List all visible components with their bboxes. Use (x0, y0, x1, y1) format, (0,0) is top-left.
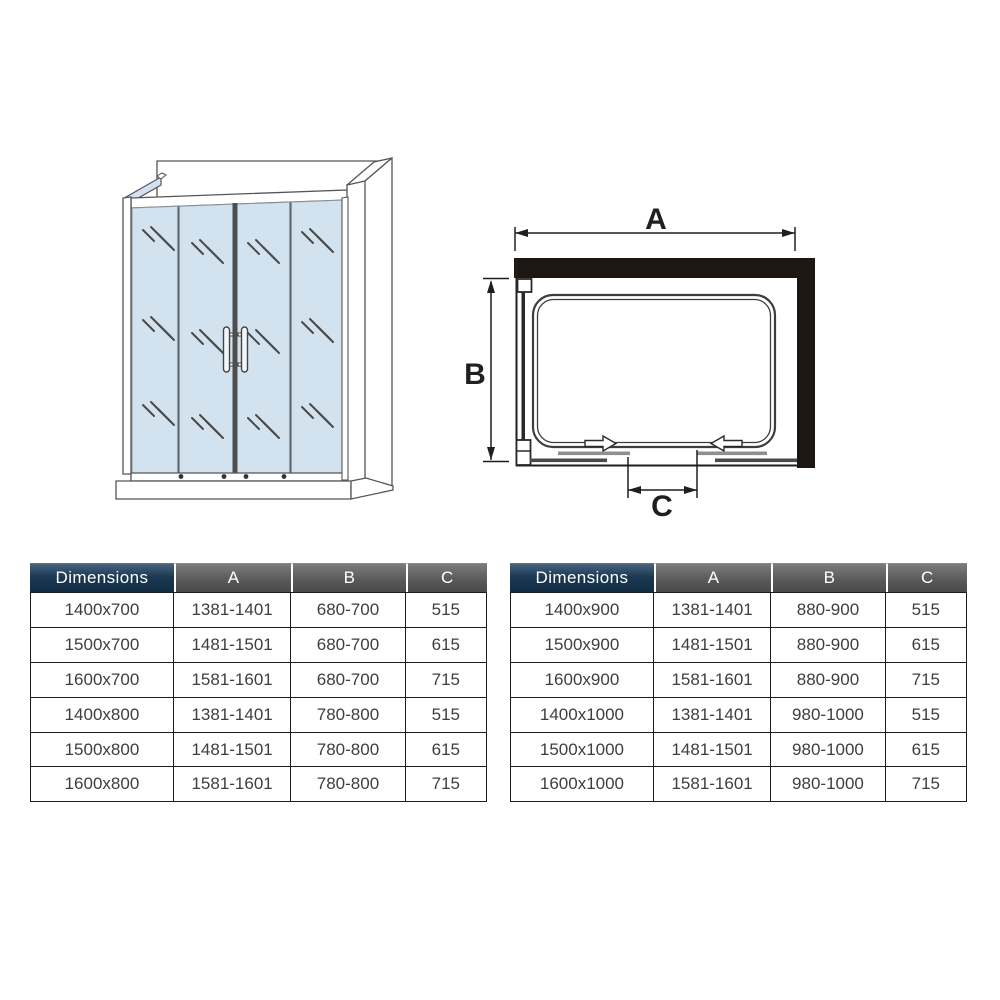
value-cell: 780-800 (291, 698, 405, 733)
value-cell: 980-1000 (771, 767, 885, 802)
right-wall (797, 258, 815, 468)
center-door-divider (233, 203, 238, 473)
table-row (510, 592, 967, 628)
wall-bracket-top (518, 279, 532, 292)
value-cell: 715 (886, 663, 967, 698)
size-cell: 1600x900 (510, 663, 654, 698)
sliding-door-panels (530, 452, 797, 463)
value-cell: 1381-1401 (654, 592, 771, 628)
value-cell: 1581-1601 (654, 663, 771, 698)
label-c: C (651, 490, 673, 523)
size-table-700-800 (30, 563, 487, 802)
table-row (510, 628, 967, 663)
value-cell: 515 (406, 592, 487, 628)
value-cell: 515 (886, 698, 967, 733)
table-row (510, 733, 967, 768)
arrowhead-a-right (782, 229, 795, 237)
value-cell: 780-800 (291, 767, 405, 802)
arrowhead-c-right (684, 486, 697, 494)
table-row (510, 663, 967, 698)
value-cell: 880-900 (771, 663, 885, 698)
value-cell: 615 (886, 733, 967, 768)
size-cell: 1600x700 (30, 663, 174, 698)
table-row (30, 663, 487, 698)
value-cell: 1381-1401 (654, 698, 771, 733)
value-cell: 880-900 (771, 628, 885, 663)
table-row (30, 592, 487, 628)
value-cell: 615 (406, 628, 487, 663)
value-cell: 680-700 (291, 663, 405, 698)
column-header-b: B (771, 563, 885, 592)
value-cell: 980-1000 (771, 733, 885, 768)
column-header-dimensions: Dimensions (30, 563, 174, 592)
slide-arrow-right (585, 436, 616, 451)
size-cell: 1500x1000 (510, 733, 654, 768)
value-cell: 1381-1401 (174, 592, 291, 628)
size-cell: 1600x800 (30, 767, 174, 802)
bottom-rail (131, 473, 347, 481)
column-header-c: C (886, 563, 967, 592)
value-cell: 515 (406, 698, 487, 733)
value-cell: 1481-1501 (654, 628, 771, 663)
value-cell: 680-700 (291, 592, 405, 628)
fixed-panel-glass (522, 290, 526, 442)
value-cell: 615 (406, 733, 487, 768)
value-cell: 1481-1501 (174, 733, 291, 768)
table-row (30, 767, 487, 802)
value-cell: 780-800 (291, 733, 405, 768)
value-cell: 680-700 (291, 628, 405, 663)
size-cell: 1500x900 (510, 628, 654, 663)
table-row (30, 698, 487, 733)
value-cell: 1481-1501 (174, 628, 291, 663)
arrowhead-c-left (628, 486, 641, 494)
column-header-dimensions: Dimensions (510, 563, 654, 592)
value-cell: 715 (886, 767, 967, 802)
dimensions-table-right (510, 563, 967, 802)
size-cell: 1500x700 (30, 628, 174, 663)
size-cell: 1500x800 (30, 733, 174, 768)
size-cell: 1400x800 (30, 698, 174, 733)
table-row (510, 767, 967, 802)
label-a: A (645, 203, 667, 236)
base-tray-front (116, 481, 351, 499)
size-table-900-1000 (510, 563, 967, 802)
label-b: B (464, 358, 486, 391)
value-cell: 1581-1601 (174, 663, 291, 698)
plan-view-diagram (455, 190, 870, 525)
dimension-b (483, 279, 509, 462)
arrowhead-b-bottom (487, 447, 495, 460)
arrowhead-b-top (487, 280, 495, 293)
right-wall (365, 158, 392, 489)
front-view-drawing (90, 140, 420, 520)
value-cell: 1581-1601 (654, 767, 771, 802)
size-cell: 1400x900 (510, 592, 654, 628)
table-row (510, 698, 967, 733)
size-cell: 1600x1000 (510, 767, 654, 802)
value-cell: 715 (406, 663, 487, 698)
table-row (30, 628, 487, 663)
value-cell: 880-900 (771, 592, 885, 628)
column-header-a: A (174, 563, 291, 592)
right-frame-profile (342, 197, 348, 480)
table-row (30, 733, 487, 768)
top-wall (514, 258, 815, 278)
size-cell: 1400x700 (30, 592, 174, 628)
dimensions-table-left (30, 563, 487, 802)
value-cell: 1481-1501 (654, 733, 771, 768)
column-header-a: A (654, 563, 771, 592)
shower-tray-outer (533, 295, 775, 447)
column-header-c: C (406, 563, 487, 592)
arrowhead-a-left (515, 229, 528, 237)
value-cell: 515 (886, 592, 967, 628)
wall-bracket-bottom (517, 440, 531, 465)
value-cell: 715 (406, 767, 487, 802)
size-cell: 1400x1000 (510, 698, 654, 733)
value-cell: 615 (886, 628, 967, 663)
column-header-b: B (291, 563, 405, 592)
value-cell: 980-1000 (771, 698, 885, 733)
slide-arrow-left (711, 436, 742, 451)
shower-tray-inner (538, 300, 771, 443)
left-frame-profile (123, 197, 131, 474)
value-cell: 1581-1601 (174, 767, 291, 802)
value-cell: 1381-1401 (174, 698, 291, 733)
